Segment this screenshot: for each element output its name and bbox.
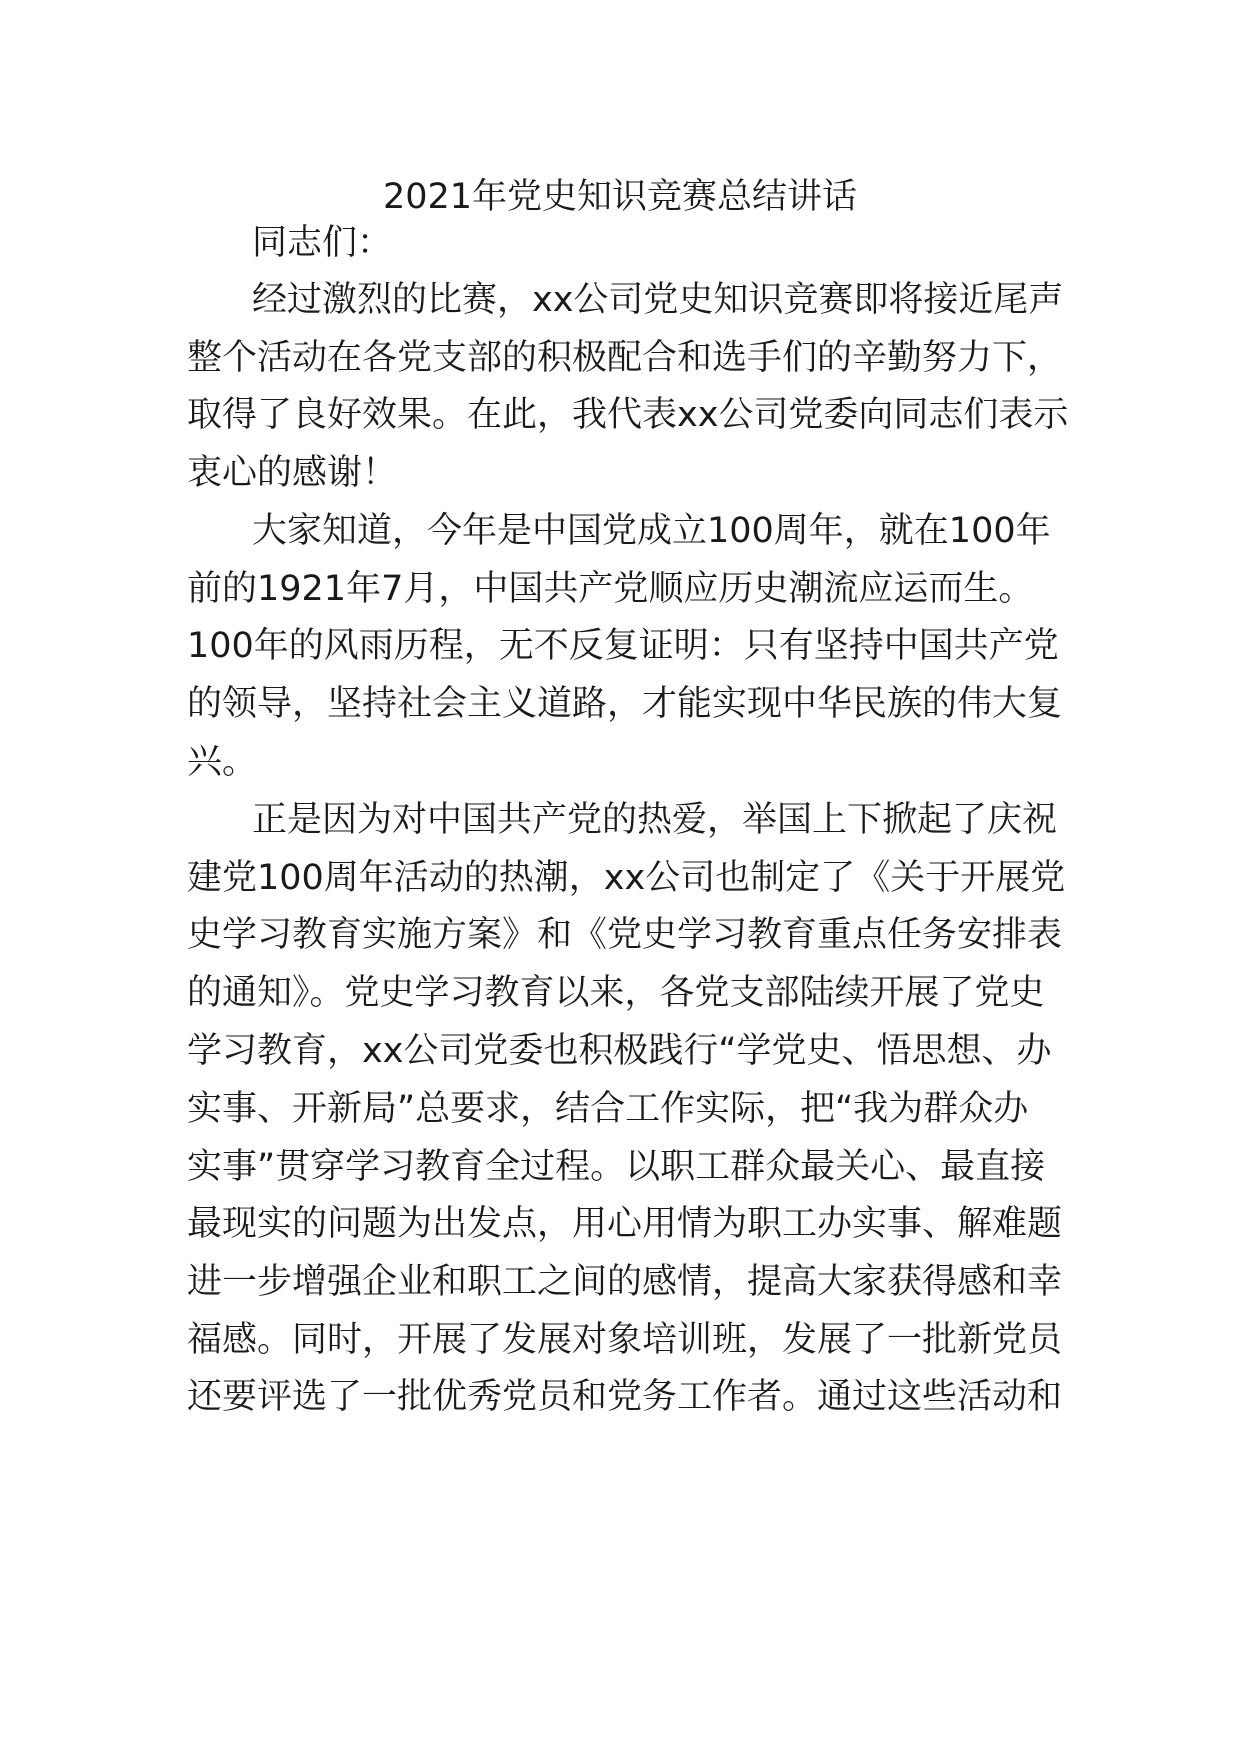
text-line: 正是因为对中国共产党的热爱，举国上下掀起了庆祝	[252, 800, 1058, 840]
text-line: 衷心的感谢！	[187, 453, 398, 493]
text-line: 取得了良好效果。在此，我代表xx公司党委向同志们表示	[187, 395, 1069, 435]
text-line: 前的1921年7月，中国共产党顺应历史潮流应运而生。	[187, 569, 1034, 609]
text-line: 整个活动在各党支部的积极配合和选手们的辛勤努力下，	[187, 338, 1063, 378]
document-title: 2021年党史知识竞赛总结讲话	[382, 177, 858, 217]
text-line: 学习教育，xx公司党委也积极践行“学党史、悟思想、办	[187, 1031, 1052, 1071]
text-line: 进一步增强企业和职工之间的感情，提高大家获得感和幸	[187, 1262, 1063, 1302]
text-line: 100年的风雨历程，无不反复证明：只有坚持中国共产党	[187, 626, 1059, 666]
text-line: 实事”贯穿学习教育全过程。以职工群众最关心、最直接	[187, 1147, 1046, 1187]
text-line: 福感。同时，开展了发展对象培训班，发展了一批新党员	[187, 1320, 1063, 1360]
text-line: 经过激烈的比赛，xx公司党史知识竞赛即将接近尾声	[252, 280, 1064, 320]
text-line: 的领导，坚持社会主义道路，才能实现中华民族的伟大复	[187, 684, 1063, 724]
text-line: 建党100周年活动的热潮，xx公司也制定了《关于开展党	[187, 858, 1066, 898]
text-line: 史学习教育实施方案》和《党史学习教育重点任务安排表	[187, 915, 1063, 955]
text-line: 的通知》。党史学习教育以来，各党支部陆续开展了党史	[187, 973, 1045, 1013]
text-line: 最现实的问题为出发点，用心用情为职工办实事、解难题	[187, 1204, 1063, 1244]
text-line: 兴。	[187, 742, 258, 782]
text-line: 大家知道，今年是中国党成立100周年，就在100年	[252, 511, 1051, 551]
text-line: 实事、开新局”总要求，结合工作实际，把“我为群众办	[187, 1089, 1029, 1129]
salutation: 同志们：	[252, 223, 393, 263]
text-line: 还要评选了一批优秀党员和党务工作者。通过这些活动和	[187, 1377, 1063, 1417]
